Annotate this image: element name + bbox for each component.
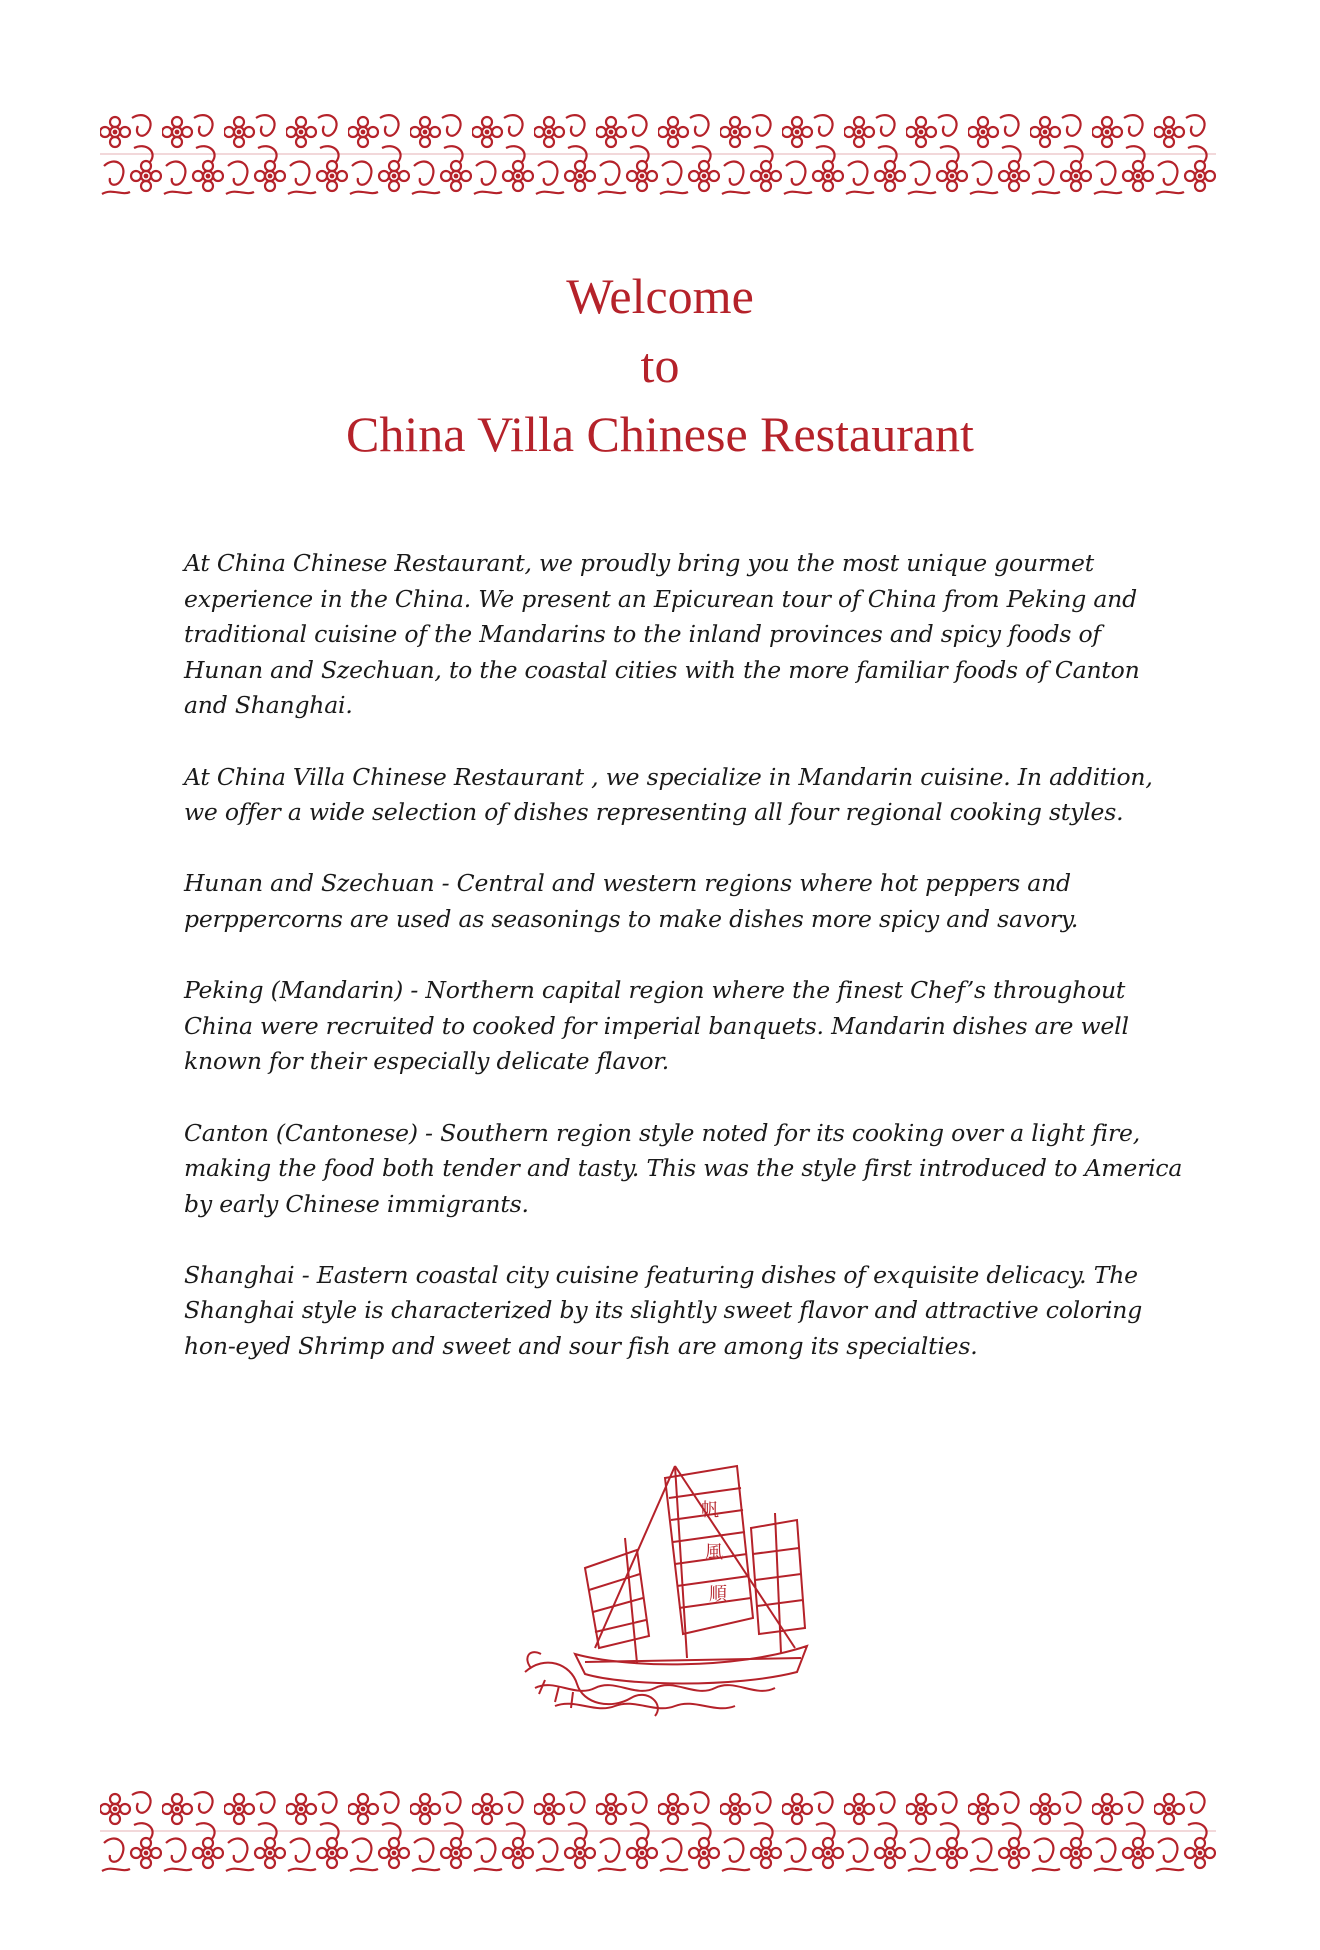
paragraph-peking: Peking (Mandarin) - Northern capital region where the finest Chef’s throughout China were recruited to cooked for imperial banquets. Mandarin dishes are well known for their especially delicate flavor. (184, 976, 1129, 1076)
title-line-welcome: Welcome (566, 268, 754, 324)
paragraph-canton: Canton (Cantonese) - Southern region style noted for its cooking over a light fire, making the food both tender and tasty. This was the style first introduced to America by early Chinese immigrants. (184, 1118, 1183, 1218)
title-line-restaurant-name: China Villa Chinese Restaurant (346, 406, 974, 462)
sail-character-2: 風 (705, 1542, 723, 1563)
junk-ship-icon (515, 1458, 815, 1723)
floral-border-graphic-bottom (100, 1785, 1216, 1877)
bottom-floral-border (100, 1785, 1216, 1877)
top-floral-border (100, 108, 1216, 200)
paragraph-intro: At China Chinese Restaurant, we proudly bring you the most unique gourmet experience in the China. We present an Epicurean tour of China from Peking and traditional cuisine of the Mandarins to the inland provinces and spicy foods of Hunan and Szechuan, to the coastal cities with the more familiar foods of Canton and Shanghai. (184, 549, 1140, 720)
welcome-body (184, 546, 1184, 1400)
title-line-to: to (640, 337, 680, 393)
paragraph-hunan-szechuan: Hunan and Szechuan - Central and western regions where hot peppers and perppercorns are used as seasonings to make dishes more spicy and savory. (184, 869, 1079, 933)
sail-character-3: 順 (709, 1584, 727, 1605)
paragraph-specialty: At China Villa Chinese Restaurant , we specialize in Mandarin cuisine. In addition, we offer a wide selection of dishes representing all four regional cooking styles. (184, 762, 1153, 827)
welcome-title (0, 262, 1320, 469)
floral-border-graphic-top (100, 108, 1216, 200)
paragraph-shanghai: Shanghai - Eastern coastal city cuisine featuring dishes of exquisite delicacy. The Shanghai style is characterized by its slightly sweet flavor and attractive coloring hon-eyed Shrimp and sweet and sour fish are among its specialties. (184, 1260, 1143, 1361)
sail-character-1: 帆 (701, 1500, 719, 1521)
junk-ship-illustration (515, 1458, 815, 1723)
